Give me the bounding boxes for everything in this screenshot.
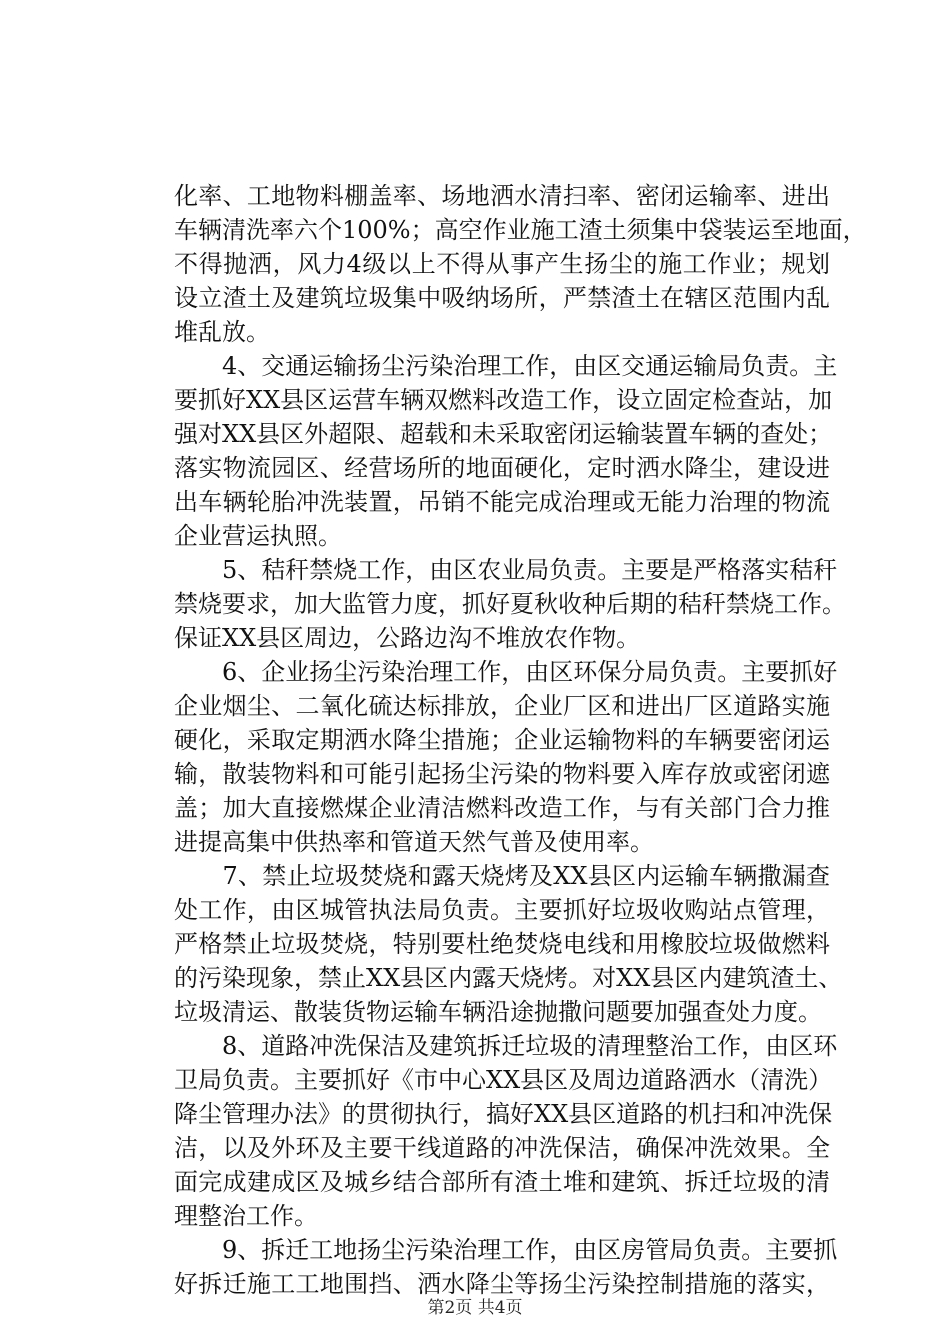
text-line: 化率、工地物料棚盖率、场地洒水清扫率、密闭运输率、进出 <box>174 182 830 210</box>
text-line: 处工作，由区城管执法局负责。主要抓好垃圾收购站点管理， <box>174 896 830 924</box>
text-line: 严格禁止垃圾焚烧，特别要杜绝焚烧电线和用橡胶垃圾做燃料 <box>174 930 830 958</box>
text-line: 好拆迁施工工地围挡、洒水降尘等扬尘污染控制措施的落实， <box>174 1270 830 1298</box>
text-line: 4、交通运输扬尘污染治理工作，由区交通运输局负责。主 <box>174 352 838 380</box>
text-line: 设立渣土及建筑垃圾集中吸纳场所，严禁渣土在辖区范围内乱 <box>174 284 830 312</box>
page-footer: 第2页 共4页 <box>427 1298 523 1318</box>
text-line: 企业烟尘、二氧化硫达标排放，企业厂区和进出厂区道路实施 <box>174 692 830 720</box>
text-line: 5、秸秆禁烧工作，由区农业局负责。主要是严格落实秸秆 <box>174 556 838 584</box>
text-line: 硬化，采取定期洒水降尘措施；企业运输物料的车辆要密闭运 <box>174 726 830 754</box>
text-line: 进提高集中供热率和管道天然气普及使用率。 <box>174 828 654 856</box>
text-line: 禁烧要求，加大监管力度，抓好夏秋收种后期的秸秆禁烧工作。 <box>174 590 846 618</box>
text-line: 企业营运执照。 <box>174 522 342 550</box>
text-line: 输，散装物料和可能引起扬尘污染的物料要入库存放或密闭遮 <box>174 760 830 788</box>
text-line: 洁，以及外环及主要干线道路的冲洗保洁，确保冲洗效果。全 <box>174 1134 830 1162</box>
text-line: 出车辆轮胎冲洗装置，吊销不能完成治理或无能力治理的物流 <box>174 488 830 516</box>
text-line: 9、拆迁工地扬尘污染治理工作，由区房管局负责。主要抓 <box>174 1236 838 1264</box>
text-line: 盖；加大直接燃煤企业清洁燃料改造工作，与有关部门合力推 <box>174 794 830 822</box>
text-line: 要抓好XX县区运营车辆双燃料改造工作，设立固定检查站，加 <box>174 386 833 414</box>
text-line: 卫局负责。主要抓好《市中心XX县区及周边道路洒水（清洗） <box>174 1066 833 1094</box>
text-line: 保证XX县区周边，公路边沟不堆放农作物。 <box>174 624 641 652</box>
text-line: 的污染现象，禁止XX县区内露天烧烤。对XX县区内建筑渣土、 <box>174 964 843 992</box>
text-line: 强对XX县区外超限、超载和未采取密闭运输装置车辆的查处； <box>174 420 833 448</box>
text-line: 降尘管理办法》的贯彻执行，搞好XX县区道路的机扫和冲洗保 <box>174 1100 833 1128</box>
text-line: 堆乱放。 <box>174 318 270 346</box>
text-line: 8、道路冲洗保洁及建筑拆迁垃圾的清理整治工作，由区环 <box>174 1032 838 1060</box>
document-body <box>174 179 867 1301</box>
text-line: 车辆清洗率六个100%；高空作业施工渣土须集中袋装运至地面， <box>174 216 867 244</box>
text-line: 垃圾清运、散装货物运输车辆沿途抛撒问题要加强查处力度。 <box>174 998 822 1026</box>
text-line: 面完成建成区及城乡结合部所有渣土堆和建筑、拆迁垃圾的清 <box>174 1168 830 1196</box>
text-line: 6、企业扬尘污染治理工作，由区环保分局负责。主要抓好 <box>174 658 838 686</box>
text-line: 落实物流园区、经营场所的地面硬化，定时洒水降尘，建设进 <box>174 454 830 482</box>
text-line: 7、禁止垃圾焚烧和露天烧烤及XX县区内运输车辆撒漏查 <box>174 862 830 890</box>
text-line: 理整治工作。 <box>174 1202 318 1230</box>
text-line: 不得抛洒，风力4级以上不得从事产生扬尘的施工作业；规划 <box>174 250 830 278</box>
